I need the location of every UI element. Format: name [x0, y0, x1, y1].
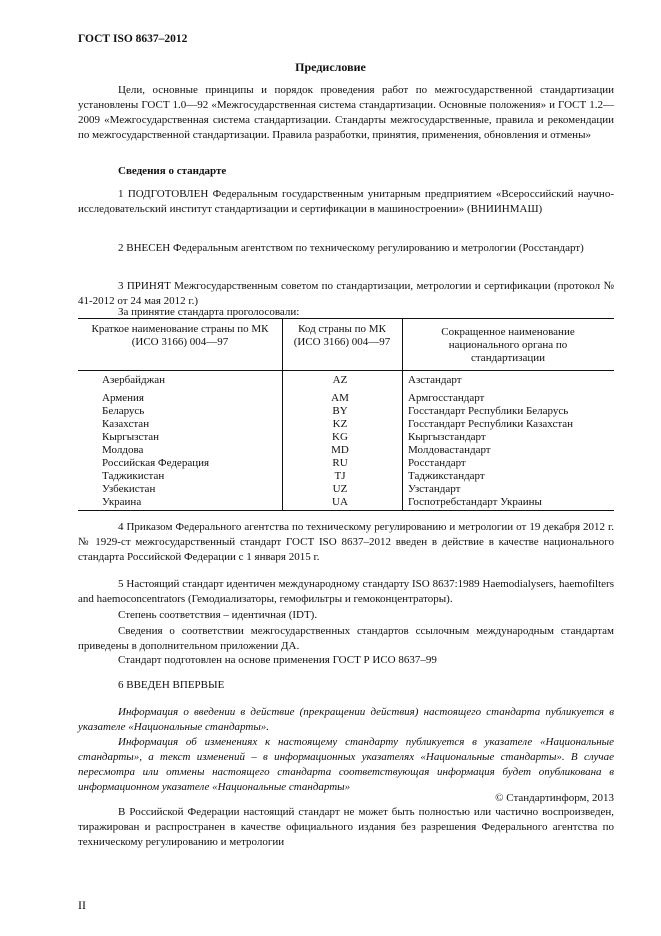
- page-title: Предисловие: [295, 60, 366, 74]
- notice-changes: Информация об изменениях к настоящему стандарту публикуется в указателе «Национальные стандарты», а текст изменений – в информационных указателях «Национальные стандарты». В случае пересмотра или отмены настоящего стандарта соответствующая информация будет опубликована в информационном указателе «Национальные стандарты»: [78, 736, 614, 793]
- table-cell-body: Росстандарт: [408, 457, 466, 469]
- table-cell-code: TJ: [334, 470, 346, 482]
- table-cell-body: Узстандарт: [408, 483, 461, 495]
- document-id-header: ГОСТ ISO 8637–2012: [78, 33, 188, 45]
- table-cell-body: Госпотребстандарт Украины: [408, 496, 542, 508]
- table-cell-code: UZ: [332, 483, 348, 495]
- table-cell-country: Азербайджан: [102, 374, 166, 386]
- table-cell-body: Госстандарт Республики Казахстан: [408, 418, 574, 430]
- page-number: II: [78, 898, 86, 912]
- item-4-paragraph: 4 Приказом Федерального агентства по техническому регулированию и метрологии от 19 декабря 2012 г. № 1929-ст межгосударственный стандарт ГОСТ ISO 8637–2012 введен в действие в качестве национального стандарта Российской Федерации с 1 января 2015 г.: [78, 521, 614, 563]
- table-cell-country: Таджикистан: [102, 470, 165, 482]
- notice-introduction: Информация о введении в действие (прекращении действия) настоящего стандарта публикуется в указателе «Национальные стандарты».: [78, 706, 614, 733]
- table-bottom-border: [78, 510, 614, 511]
- table-column-divider-1: [282, 318, 283, 510]
- table-cell-body: Молдовастандарт: [408, 444, 491, 456]
- conformity-degree: Степень соответствия – идентичная (IDT).: [118, 609, 318, 621]
- table-cell-body: Азстандарт: [408, 374, 462, 386]
- table-cell-country: Украина: [102, 496, 142, 508]
- item-5-paragraph: 5 Настоящий стандарт идентичен международному стандарту ISO 8637:1989 Haemodialysers, haemofilters and haemoconcentrators (Гемодиализаторы, гемофильтры и гемоконцентраторы).: [78, 578, 614, 605]
- vote-caption: За принятие стандарта проголосовали:: [118, 306, 300, 318]
- column-header-code: Код страны по МК (ИСО 3166) 004—97: [293, 323, 391, 348]
- table-column-divider-2: [402, 318, 403, 510]
- table-cell-country: Молдова: [102, 444, 144, 456]
- table-cell-code: UA: [332, 496, 348, 508]
- table-cell-code: KZ: [332, 418, 348, 430]
- basis-note: Стандарт подготовлен на основе применения ГОСТ Р ИСО 8637–99: [118, 654, 437, 666]
- column-header-country: Краткое наименование страны по МК (ИСО 3166) 004—97: [91, 323, 269, 348]
- intro-paragraph: Цели, основные принципы и порядок проведения работ по межгосударственной стандартизации установлены ГОСТ 1.0—92 «Межгосударственная система стандартизации. Основные положения» и ГОСТ 1.2—2009 «Межгосударственная система стандартизации. Стандарты межгосударственные, правила и рекомендации по межгосударственной стандартизации. Правила разработки, принятия, применения, обновления и отмены»: [78, 84, 614, 141]
- table-header-border: [78, 370, 614, 371]
- table-top-border: [78, 318, 614, 319]
- references-note: Сведения о соответствии межгосударственных стандартов ссылочным международным стандартам приведены в дополнительном приложении ДА.: [78, 625, 614, 652]
- table-cell-body: Армгосстандарт: [408, 392, 485, 404]
- rights-paragraph: В Российской Федерации настоящий стандарт не может быть полностью или частично воспроизведен, тиражирован и распространен в качестве официального издания без разрешения Федерального агентства по техническому регулированию и метрологии: [78, 806, 614, 848]
- table-cell-body: Таджикстандарт: [408, 470, 485, 482]
- table-cell-country: Армения: [102, 392, 144, 404]
- table-cell-country: Казахстан: [102, 418, 150, 430]
- copyright: © Стандартинформ, 2013: [495, 792, 614, 804]
- column-header-body: Сокращенное наименование национального органа по стандартизации: [441, 326, 575, 364]
- table-cell-country: Кыргызстан: [102, 431, 160, 443]
- item-3-paragraph: 3 ПРИНЯТ Межгосударственным советом по стандартизации, метрологии и сертификации (протокол № 41-2012 от 24 мая 2012 г.): [78, 280, 614, 307]
- table-cell-country: Узбекистан: [102, 483, 156, 495]
- table-cell-body: Кыргызстандарт: [408, 431, 486, 443]
- info-heading: Сведения о стандарте: [118, 165, 227, 177]
- table-cell-country: Беларусь: [102, 405, 145, 417]
- item-6-paragraph: 6 ВВЕДЕН ВПЕРВЫЕ: [118, 679, 225, 691]
- item-1-paragraph: 1 ПОДГОТОВЛЕН Федеральным государственным унитарным предприятием «Всероссийский научно-исследовательский институт стандартизации и сертификации в машиностроении» (ВНИИНМАШ): [78, 188, 614, 215]
- table-cell-body: Госстандарт Республики Беларусь: [408, 405, 569, 417]
- table-cell-country: Российская Федерация: [102, 457, 210, 469]
- voting-table: [78, 318, 614, 511]
- table-cell-code: RU: [332, 457, 348, 469]
- table-cell-code: KG: [332, 431, 348, 443]
- item-2-paragraph: 2 ВНЕСЕН Федеральным агентством по техническому регулированию и метрологии (Росстандарт): [118, 242, 584, 254]
- table-cell-code: BY: [332, 405, 348, 417]
- table-cell-code: MD: [331, 444, 349, 456]
- table-cell-code: AZ: [332, 374, 348, 386]
- table-cell-code: AM: [331, 392, 349, 404]
